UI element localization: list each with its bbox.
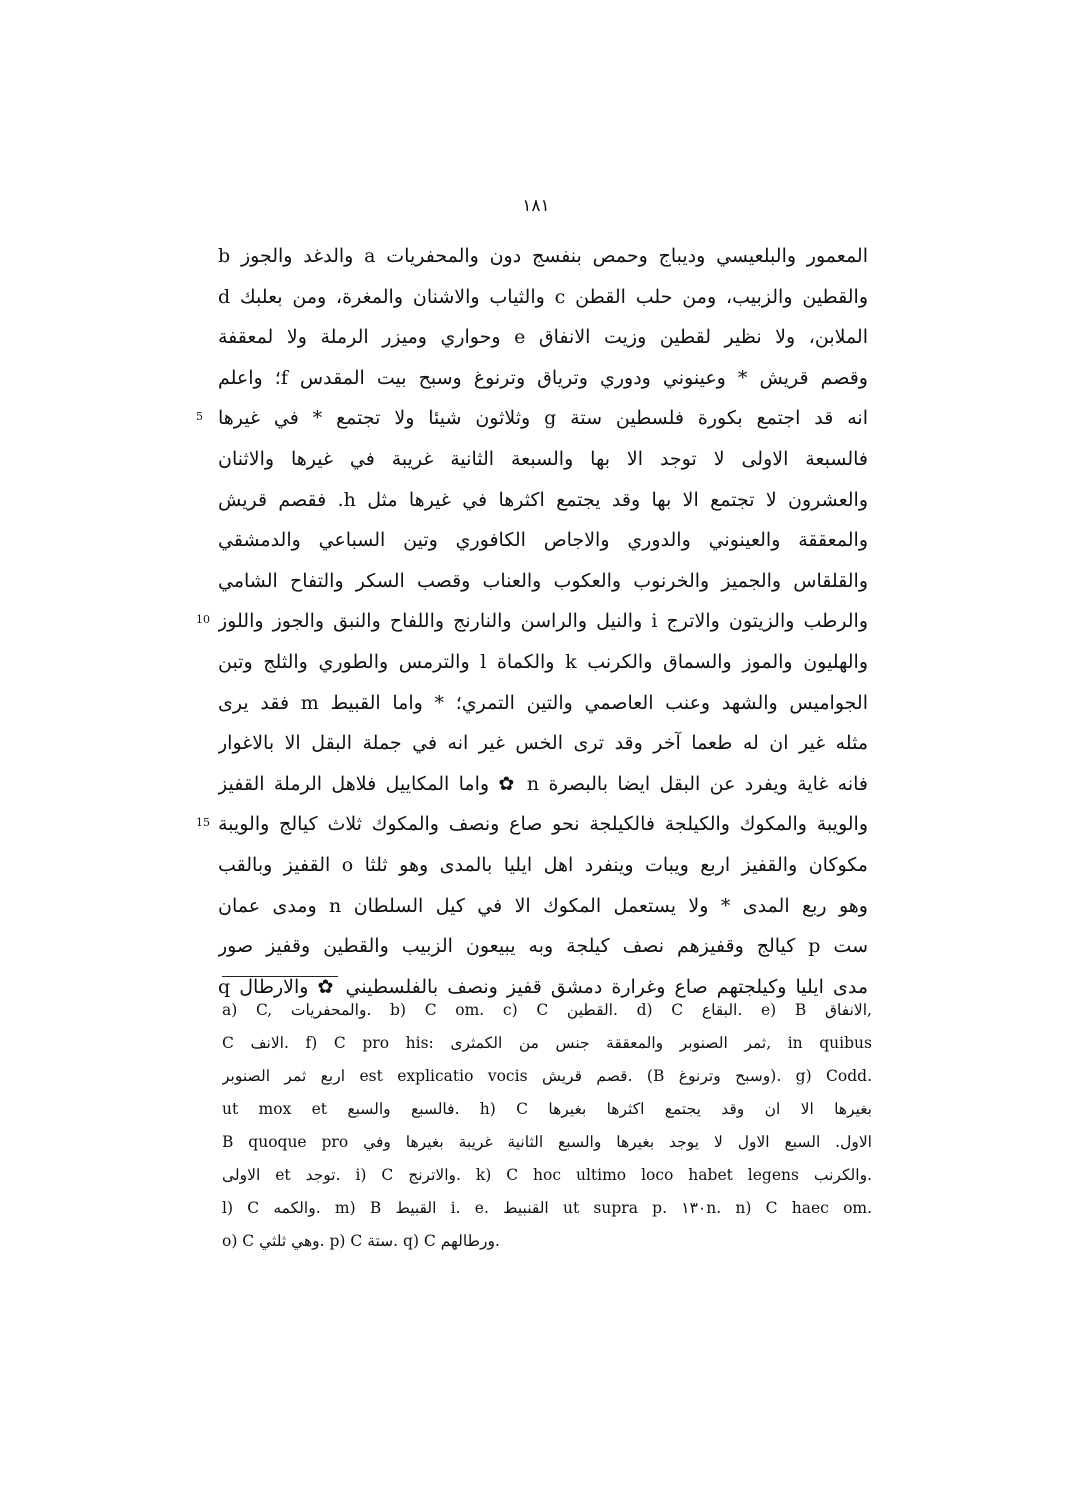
footnote-line: a) C, والمحفريات. b) C om. c) C القطين. d) C البقاع. e) B الانفاق,	[222, 1001, 872, 1019]
footnote-line: C الانف. f) C pro his: ثمر الصنوبر والمعققة جنس من الكمثرى, in quibus	[222, 1034, 872, 1052]
main-text	[218, 236, 868, 1007]
footnote-line: o) C وهي ثلثي. p) C ستة. q) C ورطالهم.	[222, 1232, 500, 1250]
text-line: والمعققة والعينوني والدوري والاجاص الكافوري وتين السباعي والدمشقي	[218, 529, 868, 552]
text-line: والرطب والزيتون والاترج i والنيل والراسن والنارنج واللفاح والنبق والجوز واللوز	[218, 610, 868, 633]
text-line: والعشرون لا تجتمع الا بها وقد يجتمع اكثرها في غيرها مثل h. فقصم قريش	[218, 488, 868, 511]
text-line: ست p كيالج وقفيزهم نصف كيلجة وبه يبيعون الزبيب والقطين وقفيز صور	[218, 935, 868, 958]
text-line: والهليون والموز والسماق والكرنب k والكماة l والترمس والطوري والثلج وتبن	[218, 650, 868, 673]
footnote-line: l) C والكمه. m) B القبيط i. e. القنبيط ut supra p. ١٣٠n. n) C haec om.	[222, 1199, 872, 1217]
text-line: فانه غاية ويفرد عن البقل ايضا بالبصرة n ✿ واما المكاييل فلاهل الرملة القفيز	[218, 772, 868, 795]
footnote-line: B quoque pro الاول. السبع الاول لا يوجد بغيرها والسبع الثانية غريبة بغيرها وفي	[222, 1133, 872, 1151]
footnote-line: اربع ثمر الصنوبر est explicatio vocis قصم قريش. (B وسبح وترنوغ). g) Codd.	[222, 1067, 872, 1085]
text-line: والويبة والمكوك والكيلجة فالكيلجة نحو صاع ونصف والمكوك ثلاث كيالج والويبة	[218, 813, 868, 836]
text-line: مكوكان والقفيز اربع ويبات وينفرد اهل ايليا بالمدى وهو ثلثا o القفيز وبالقب	[218, 853, 868, 876]
text-line: وقصم قريش * وعينوني ودوري وترياق وترنوغ وسبح بيت المقدس f؛ واعلم	[218, 366, 868, 389]
text-line: انه قد اجتمع بكورة فلسطين ستة g وثلاثون شيئا ولا تجتمع * في غيرها	[218, 407, 868, 430]
footnote-line: الاولى et توجد. i) C والاترنج. k) C hoc ultimo loco habet legens والكرنب.	[222, 1166, 872, 1184]
text-line: مدى ايليا وكيلجتهم صاع وغرارة دمشق قفيز ونصف بالفلسطيني ✿ والارطال q	[218, 975, 868, 998]
text-line: والقلقاس والجميز والخرنوب والعكوب والعناب وقصب السكر والتفاح الشامي	[218, 569, 868, 592]
text-line: المعمور والبلعيسي وديباج وحمص بنفسج دون والمحفريات a والدغد والجوز b	[218, 245, 868, 267]
footnotes	[222, 994, 872, 1258]
line-number: 15	[196, 816, 210, 829]
text-line: وهو ربع المدى * ولا يستعمل المكوك الا في كيل السلطان n ومدى عمان	[218, 894, 868, 917]
text-line: مثله غير ان له طعما آخر وقد ترى الخس غير انه في جملة البقل الا بالاغوار	[218, 732, 868, 755]
text-line: والقطين والزبيب، ومن حلب القطن c والثياب والاشنان والمغرة، ومن بعلبك d	[218, 285, 868, 308]
footnote-divider	[222, 976, 338, 977]
text-line: الجواميس والشهد وعنب العاصمي والتين التمري؛ * واما القبيط m فقد يرى	[218, 691, 868, 714]
page-number: ١٨١	[522, 196, 550, 216]
text-line: فالسبعة الاولى لا توجد الا بها والسبعة الثانية غريبة في غيرها والاثنان	[218, 447, 868, 470]
line-number: 5	[196, 410, 203, 423]
footnote-line: ut mox et فالسبع والسبع. h) C بغيرها الا ان وقد يجتمع اكثرها بغيرها	[222, 1100, 872, 1118]
line-number: 10	[196, 613, 210, 626]
text-line: الملابن، ولا نظير لقطين وزيت الانفاق e وحواري وميزر الرملة ولا لمعقفة	[218, 326, 868, 349]
